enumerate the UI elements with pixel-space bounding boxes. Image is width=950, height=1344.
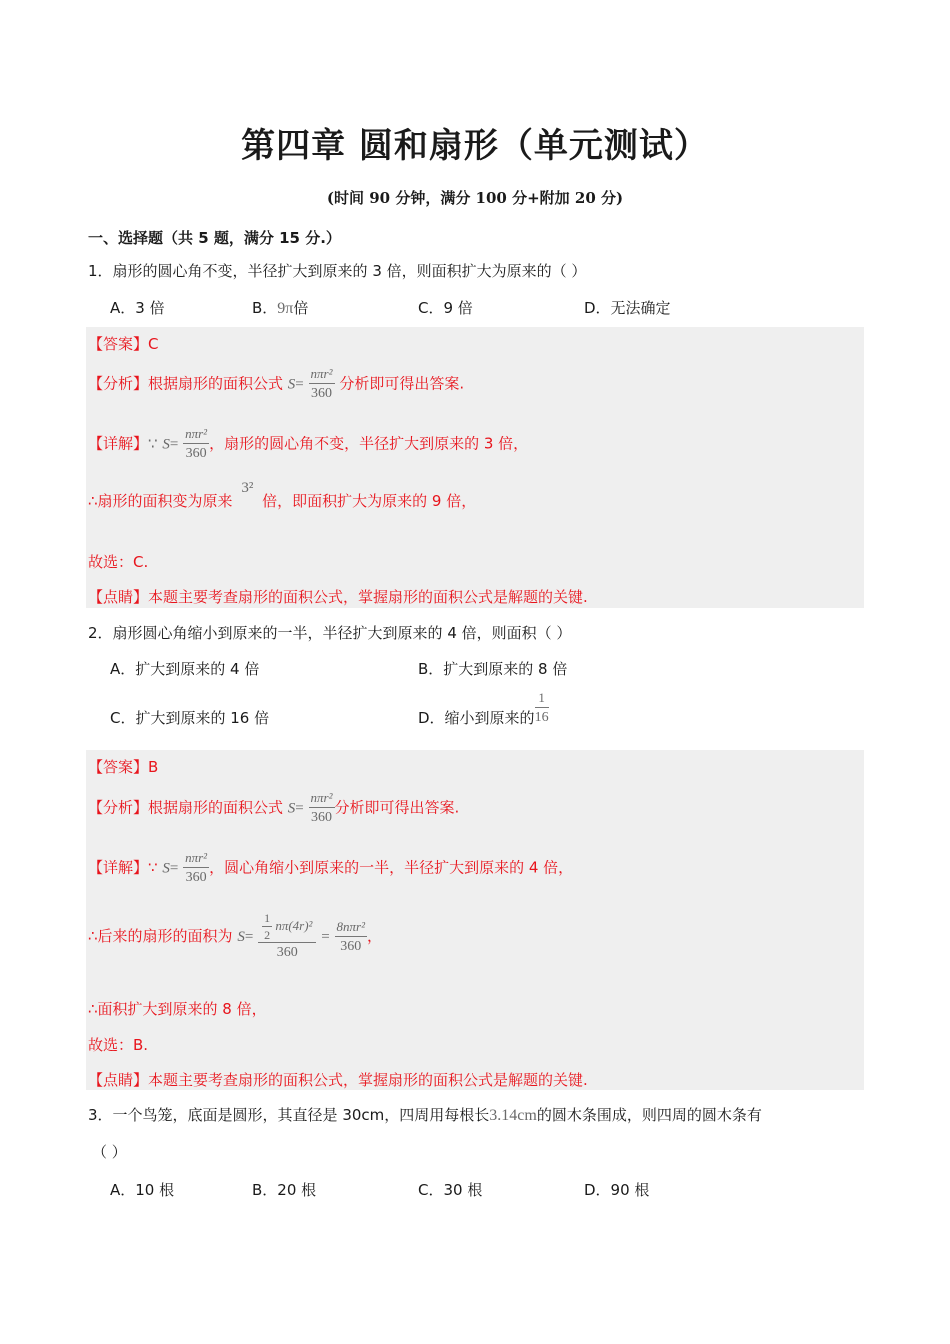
question-3-option-b: B．20 根 [252, 1181, 317, 1199]
q1-comment: 【点睛】本题主要考查扇形的面积公式，掌握扇形的面积公式是解题的关键. [88, 588, 588, 606]
page-subtitle: (时间 90 分钟，满分 100 分+附加 20 分) [326, 189, 624, 207]
question-3-paren: （ ） [92, 1143, 127, 1161]
question-2-option-c: C．扩大到原来的 16 倍 [110, 709, 270, 727]
q2-analysis: 【分析】根据扇形的面积公式 S= $\frac{\text{nπr²}}{360}$ 分析即可得出答案. [88, 790, 460, 825]
q2-comment: 【点睛】本题主要考查扇形的面积公式，掌握扇形的面积公式是解题的关键. [88, 1071, 588, 1089]
q2-line5: ∴面积扩大到原来的 8 倍， [88, 1000, 267, 1018]
question-2-option-b: B．扩大到原来的 8 倍 [418, 660, 568, 678]
question-2-option-d: D．缩小到原来的 $\frac{1}{16}$ [418, 690, 549, 727]
question-3-option-d: D．90 根 [584, 1181, 650, 1199]
question-1-option-a: A．3 倍 [110, 299, 165, 317]
q1-detail: 【详解】∵ S= $\frac{\text{nπr²}}{360}$ ，扇形的圆心角不变，半径扩大到原来的 3 倍， [88, 426, 529, 461]
question-3-option-c: C．30 根 [418, 1181, 483, 1199]
section-heading: 一、选择题（共 5 题，满分 15 分.） [88, 229, 341, 247]
q1-choice: 故选：C. [88, 553, 149, 571]
q1-answer: 【答案】C [88, 335, 159, 353]
q1-analysis: 【分析】根据扇形的面积公式 S= $\frac{\text{nπr²}}{360}$ 分析即可得出答案. [88, 366, 465, 401]
question-3-stem: 3．一个鸟笼，底面是圆形，其直径是 30cm，四周用每根长3.14cm的圆木条围成，则四周的圆木条有 [88, 1106, 762, 1124]
q2-line4: ∴后来的扇形的面积为 S= $\frac{1}{2}$ nπ(4r)² 360 = $\frac{\text{8nπr²}}{360}$ ， [88, 911, 382, 960]
question-2-stem: 2．扇形圆心角缩小到原来的一半，半径扩大到原来的 4 倍，则面积（ ） [88, 624, 572, 642]
question-2-option-a: A．扩大到原来的 4 倍 [110, 660, 260, 678]
question-3-option-a: A．10 根 [110, 1181, 175, 1199]
page-title: 第四章 圆和扇形（单元测试） [241, 126, 709, 166]
question-1-stem: 1．扇形的圆心角不变，半径扩大到原来的 3 倍，则面积扩大为原来的（ ） [88, 262, 587, 280]
q2-choice: 故选：B. [88, 1036, 149, 1054]
question-1-option-b: B．9π倍 [252, 299, 309, 317]
question-1-option-d: D．无法确定 [584, 299, 671, 317]
question-1-option-c: C．9 倍 [418, 299, 473, 317]
q2-answer: 【答案】B [88, 758, 159, 776]
q2-detail: 【详解】∵ S= $\frac{\text{nπr²}}{360}$ ，圆心角缩小到原来的一半，半径扩大到原来的 4 倍， [88, 850, 574, 885]
q1-line4: ∴扇形的面积变为原来 3² 倍，即面积扩大为原来的 9 倍， [88, 480, 477, 510]
